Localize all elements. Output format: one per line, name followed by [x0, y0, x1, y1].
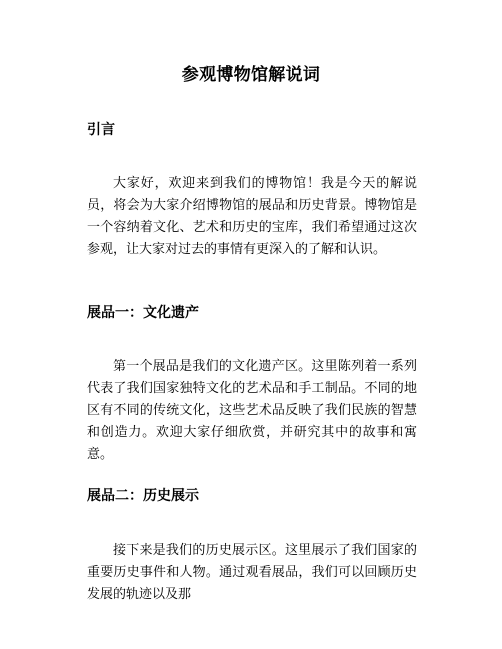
section-paragraph-exhibit-1: 第一个展品是我们的文化遗产区。这里陈列着一系列代表了我们国家独特文化的艺术品和手工制品。不同的地区有不同的传统文化，这些艺术品反映了我们民族的智慧和创造力。欢迎大家仔细欣赏，并研究其中的故事和寓意。 [87, 359, 417, 462]
section-heading-exhibit-2: 展品二：历史展示 [87, 488, 199, 504]
page-title: 参观博物馆解说词 [181, 65, 321, 85]
section-paragraph-exhibit-2: 接下来是我们的历史展示区。这里展示了我们国家的重要历史事件和人物。通过观看展品，我们可以回顾历史发展的轨迹以及那 [87, 543, 417, 602]
section-paragraph-intro: 大家好，欢迎来到我们的博物馆！我是今天的解说员，将会为大家介绍博物馆的展品和历史背景。博物馆是一个容纳着文化、艺术和历史的宝库，我们希望通过这次参观，让大家对过去的事情有更深入的了解和认识。 [87, 176, 417, 257]
section-heading-intro: 引言 [87, 122, 115, 138]
section-heading-exhibit-1: 展品一：文化遗产 [87, 305, 199, 321]
